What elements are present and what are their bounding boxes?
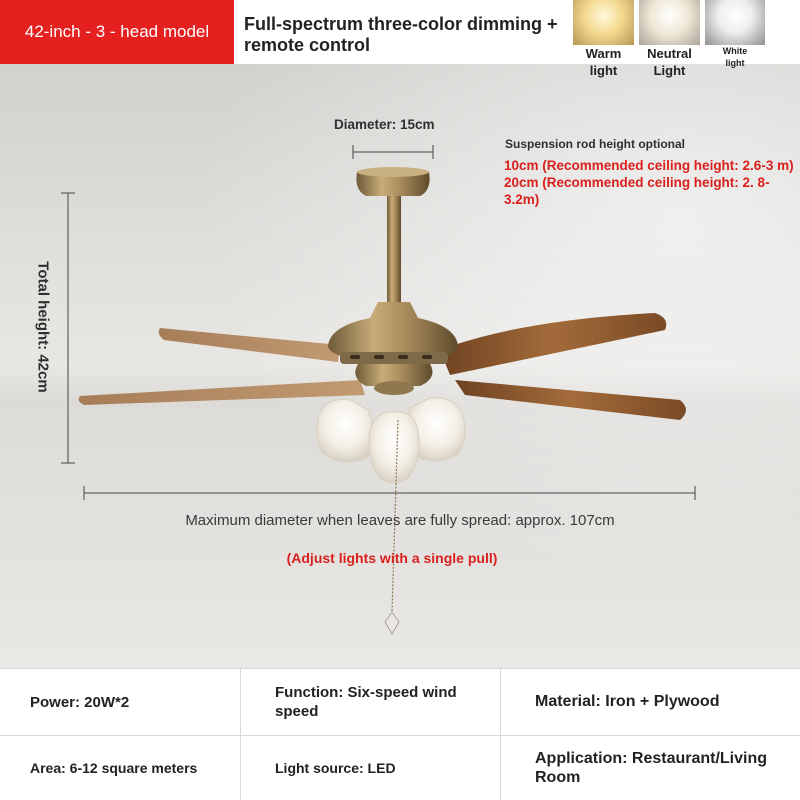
spec-area: Area: 6-12 square meters [30, 760, 198, 776]
fan-blade-left-back [159, 328, 340, 362]
swatch-warm-label: Warm light [585, 46, 622, 78]
spec-material: Material: Iron + Plywood [535, 693, 720, 710]
spec-function: Function: Six-speed wind speed [275, 684, 457, 720]
crystal-pendant-icon[interactable] [385, 612, 399, 634]
fan-blade-right-back [440, 313, 666, 375]
total-height-label: Total height: 42cm [34, 261, 52, 393]
spec-application: Application: Restaurant/Living Room [535, 750, 768, 786]
max-diameter-dimension-line [84, 486, 695, 500]
glass-shade-center [369, 412, 419, 483]
glass-shade-left [317, 399, 374, 461]
swatch-neutral-label: Neutral Light [647, 46, 692, 78]
canopy-top [357, 167, 429, 177]
diameter-dimension-line [353, 145, 433, 159]
spec-power: Power: 20W*2 [30, 693, 130, 711]
feature-title: Full-spectrum three-color dimming + remote control [244, 14, 558, 55]
pull-chain-note: (Adjust lights with a single pull) [286, 550, 498, 566]
height-dimension-line [61, 193, 75, 463]
rod-height-title: Suspension rod height optional [505, 137, 685, 151]
down-rod [387, 196, 401, 302]
swatch-white-label: White light [722, 46, 748, 68]
diameter-label: Diameter: 15cm [334, 117, 435, 132]
light-kit-cap [374, 381, 414, 395]
spec-table [0, 668, 800, 800]
model-badge: 42-inch - 3 - head model [0, 0, 234, 64]
fan-blade-right-front [455, 380, 686, 420]
spec-light-source: Light source: LED [275, 760, 396, 776]
rod-height-options: 10cm (Recommended ceiling height: 2.6-3 m) 20cm (Recommended ceiling height: 2. 8-3.2m) [504, 158, 794, 207]
max-diameter-label: Maximum diameter when leaves are fully spread: approx. 107cm [185, 512, 615, 529]
fan-blade-left-front [79, 380, 365, 405]
